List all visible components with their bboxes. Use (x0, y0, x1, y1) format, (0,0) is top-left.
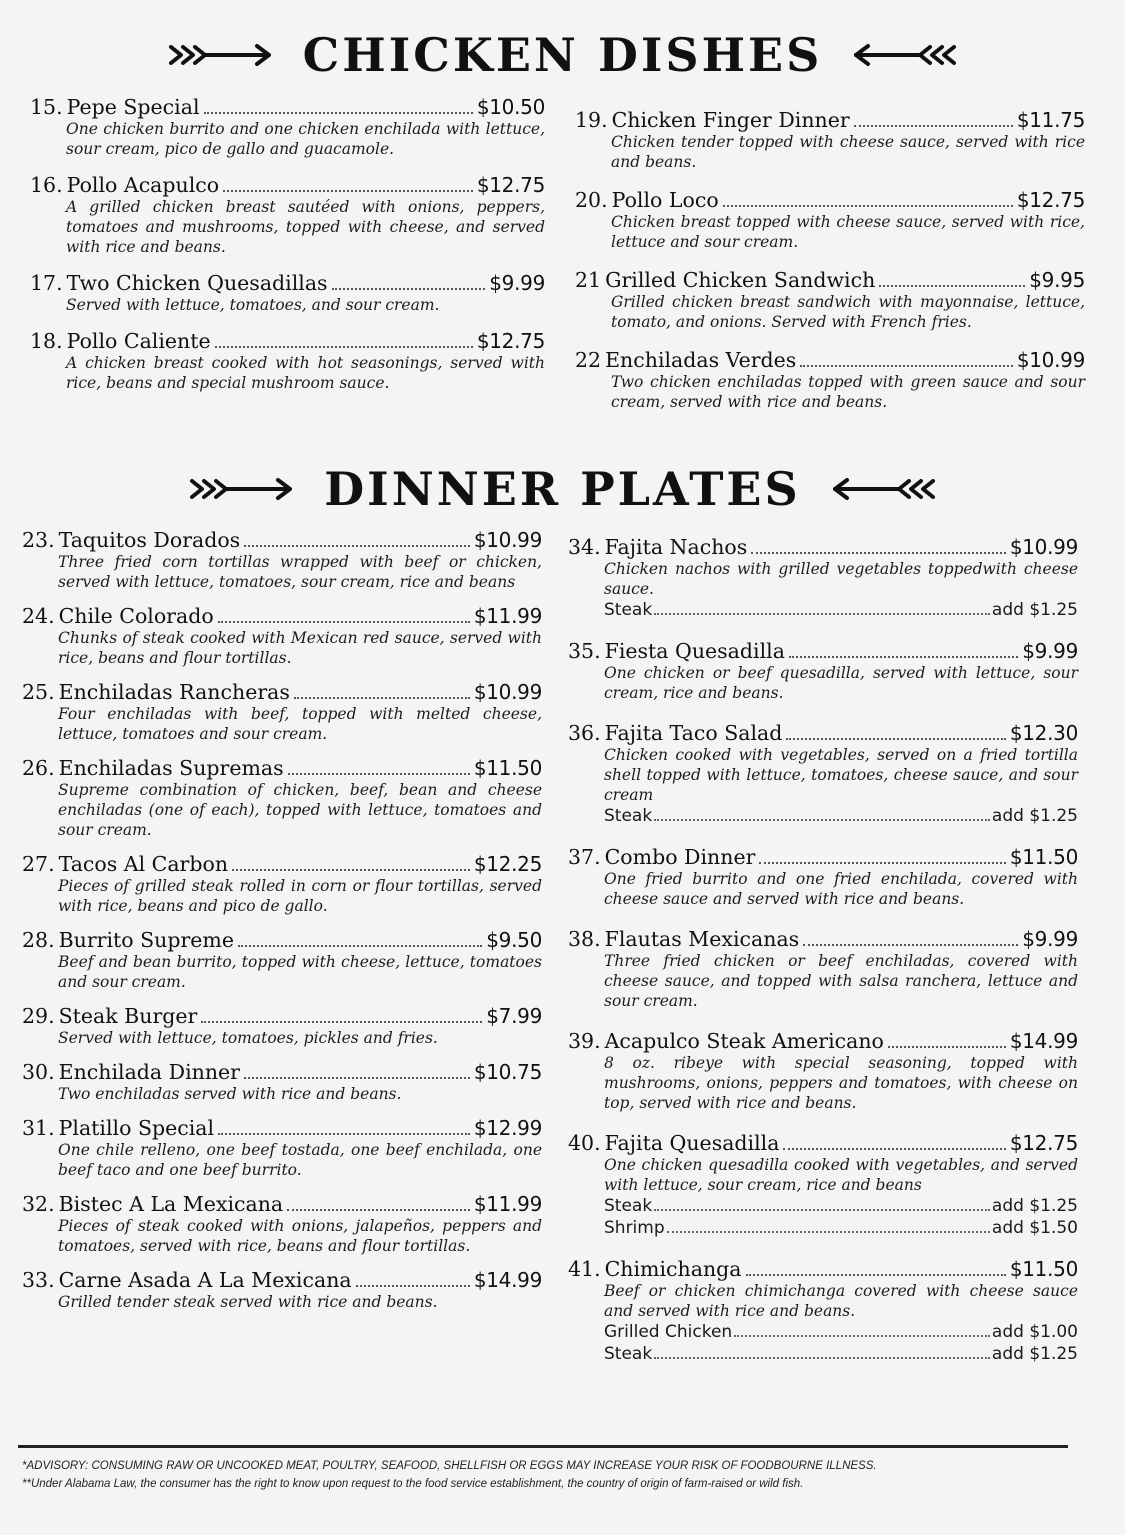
item-description: Grilled chicken breast sandwich with mayonnaise, lettuce, tomato, and onions. Served with French fries. (611, 293, 1085, 331)
item-name: Tacos Al Carbon (58, 852, 229, 876)
dot-leader (244, 1077, 470, 1079)
item-name: Flautas Mexicanas (604, 927, 800, 951)
dot-leader (294, 697, 470, 699)
item-description: A grilled chicken breast sautéed with onions, peppers, tomatoes and mushrooms, topped with cheese, and served with rice and beans. (66, 198, 545, 256)
item-price: $10.99 (1016, 348, 1085, 372)
item-name: Chile Colorado (58, 604, 214, 628)
menu-item-header (568, 639, 1078, 663)
dot-leader (879, 285, 1025, 287)
item-number: 33. (22, 1268, 55, 1292)
item-number: 25. (22, 680, 55, 704)
addon-price: add $1.25 (991, 1344, 1078, 1364)
item-description: A chicken breast cooked with hot seasonings, served with rice, beans and special mushroom sauce. (66, 354, 545, 392)
item-price: $11.75 (1016, 108, 1085, 132)
item-name: Burrito Supreme (58, 928, 235, 952)
item-number: 27. (22, 852, 55, 876)
item-price: $9.99 (1022, 639, 1078, 663)
item-price: $12.99 (473, 1116, 542, 1140)
section-title: CHICKEN DISHES (302, 28, 823, 82)
addon-price: add $1.25 (991, 600, 1078, 620)
menu-item (22, 756, 542, 840)
menu-item (22, 1004, 542, 1048)
dinner-left-column (22, 528, 542, 1324)
item-description: Two enchiladas served with rice and beans. (58, 1085, 402, 1103)
item-description: Chicken nachos with grilled vegetables toppedwith cheese sauce. (604, 560, 1078, 598)
menu-item-header (22, 528, 542, 552)
menu-item (22, 1060, 542, 1104)
dot-leader (723, 205, 1013, 207)
item-name: Grilled Chicken Sandwich (605, 268, 876, 292)
dot-leader (223, 190, 473, 192)
menu-item (568, 1257, 1078, 1365)
item-price: $11.99 (473, 1192, 542, 1216)
item-price: $12.30 (1009, 721, 1078, 745)
item-description: Served with lettuce, tomatoes, and sour cream. (66, 296, 440, 314)
menu-item-header (22, 604, 542, 628)
item-description: Two chicken enchiladas topped with green sauce and sour cream, served with rice and beans. (611, 373, 1085, 411)
item-name: Chicken Finger Dinner (611, 108, 850, 132)
item-name: Enchiladas Supremas (58, 756, 284, 780)
menu-item-header (30, 329, 545, 353)
item-name: Bistec A La Mexicana (58, 1192, 284, 1216)
menu-item (30, 271, 545, 315)
item-description: One chile relleno, one beef tostada, one beef enchilada, one beef taco and one beef burrito. (58, 1141, 542, 1179)
menu-item (568, 639, 1078, 703)
item-price: $14.99 (1009, 1029, 1078, 1053)
item-name: Acapulco Steak Americano (604, 1029, 884, 1053)
item-number: 34. (568, 535, 601, 559)
menu-item (575, 188, 1085, 252)
item-number: 19. (575, 108, 608, 132)
item-number: 28. (22, 928, 55, 952)
menu-item (568, 1131, 1078, 1239)
item-number: 31. (22, 1116, 55, 1140)
menu-item-header (22, 928, 542, 952)
dot-leader (667, 1231, 990, 1233)
item-number: 41. (568, 1257, 601, 1281)
item-number: 35. (568, 639, 601, 663)
item-description: Three fried corn tortillas wrapped with beef or chicken, served with lettuce, tomatoes, sour cream, rice and beans (58, 553, 542, 591)
addon-row (568, 1321, 1078, 1343)
menu-item-header (30, 95, 545, 119)
section-title: DINNER PLATES (324, 462, 801, 516)
item-number: 16. (30, 173, 63, 197)
footer-divider (18, 1445, 1068, 1448)
item-description: Pieces of steak cooked with onions, jalapeños, peppers and tomatoes, served with rice, beans and flour tortillas. (58, 1217, 542, 1255)
item-description: Chicken cooked with vegetables, served on a fried tortilla shell topped with lettuce, tomatoes, cheese sauce, and sour cream (604, 746, 1078, 804)
dot-leader (232, 869, 470, 871)
addon-price: add $1.50 (991, 1218, 1078, 1238)
item-name: Pollo Acapulco (66, 173, 220, 197)
menu-item (30, 95, 545, 159)
item-name: Carne Asada A La Mexicana (58, 1268, 352, 1292)
menu-item (568, 1029, 1078, 1113)
dot-leader (734, 1335, 990, 1337)
menu-item-header (575, 348, 1085, 372)
arrow-left-icon (848, 40, 958, 70)
dot-leader (654, 819, 990, 821)
item-description: One fried burrito and one fried enchilada, covered with cheese sauce and served with rice and beans. (604, 870, 1078, 908)
addon-label: Steak (604, 600, 653, 620)
item-description: One chicken quesadilla cooked with vegetables, and served with lettuce, sour cream, rice and beans (604, 1156, 1078, 1194)
item-description: One chicken or beef quesadilla, served with lettuce, sour cream, rice and beans. (604, 664, 1078, 702)
item-price: $7.99 (486, 1004, 542, 1028)
addon-row (568, 599, 1078, 621)
addon-price: add $1.25 (991, 806, 1078, 826)
menu-item-header (30, 173, 545, 197)
menu-item (22, 528, 542, 592)
item-name: Steak Burger (58, 1004, 198, 1028)
item-number: 15. (30, 95, 63, 119)
dot-leader (332, 288, 486, 290)
item-name: Combo Dinner (604, 845, 756, 869)
dot-leader (786, 738, 1005, 740)
menu-item-header (22, 1004, 542, 1028)
menu-item-header (22, 852, 542, 876)
item-price: $12.75 (476, 329, 545, 353)
item-description: Served with lettuce, tomatoes, pickles and fries. (58, 1029, 438, 1047)
item-price: $12.25 (473, 852, 542, 876)
item-description: Beef or chicken chimichanga covered with cheese sauce and served with rice and beans. (604, 1282, 1078, 1320)
dot-leader (244, 545, 470, 547)
menu-item (22, 1192, 542, 1256)
item-price: $12.75 (1016, 188, 1085, 212)
item-number: 23. (22, 528, 55, 552)
dot-leader (287, 1209, 470, 1211)
item-price: $12.75 (1009, 1131, 1078, 1155)
item-name: Fajita Taco Salad (604, 721, 783, 745)
menu-item-header (22, 1268, 542, 1292)
menu-item-header (568, 845, 1078, 869)
menu-item-header (568, 721, 1078, 745)
item-name: Fajita Nachos (604, 535, 748, 559)
item-name: Two Chicken Quesadillas (66, 271, 328, 295)
item-price: $10.99 (1009, 535, 1078, 559)
item-name: Enchiladas Verdes (605, 348, 797, 372)
arrow-left-icon (827, 474, 937, 504)
item-price: $9.95 (1029, 268, 1085, 292)
menu-item-header (568, 927, 1078, 951)
addon-row (568, 1195, 1078, 1217)
item-name: Taquitos Dorados (58, 528, 241, 552)
item-name: Pollo Caliente (66, 329, 211, 353)
item-price: $9.50 (486, 928, 542, 952)
menu-item (568, 721, 1078, 827)
dot-leader (854, 125, 1013, 127)
addon-price: add $1.25 (991, 1196, 1078, 1216)
item-name: Pepe Special (66, 95, 200, 119)
item-number: 39. (568, 1029, 601, 1053)
item-name: Fajita Quesadilla (604, 1131, 780, 1155)
menu-item (30, 173, 545, 257)
menu-item (22, 1268, 542, 1312)
origin-law-footnote: **Under Alabama Law, the consumer has the right to know upon request to the food service establishment, the country of origin of farm-raised or wild fish. (22, 1478, 804, 1490)
dot-leader (204, 112, 473, 114)
addon-label: Grilled Chicken (604, 1322, 733, 1342)
item-price: $11.50 (473, 756, 542, 780)
item-name: Fiesta Quesadilla (604, 639, 785, 663)
item-description: Chunks of steak cooked with Mexican red sauce, served with rice, beans and flour tortillas. (58, 629, 542, 667)
menu-item (575, 108, 1085, 172)
item-price: $11.50 (1009, 1257, 1078, 1281)
item-name: Enchiladas Rancheras (58, 680, 290, 704)
item-name: Pollo Loco (611, 188, 719, 212)
dot-leader (746, 1274, 1006, 1276)
addon-label: Steak (604, 806, 653, 826)
menu-item-header (575, 188, 1085, 212)
item-number: 29. (22, 1004, 55, 1028)
dot-leader (800, 365, 1013, 367)
item-number: 30. (22, 1060, 55, 1084)
addon-label: Steak (604, 1344, 653, 1364)
chicken-left-column (30, 95, 545, 407)
dinner-right-column (568, 535, 1078, 1383)
dot-leader (759, 862, 1005, 864)
item-price: $14.99 (473, 1268, 542, 1292)
item-number: 37. (568, 845, 601, 869)
menu-item-header (30, 271, 545, 295)
item-price: $9.99 (489, 271, 545, 295)
dot-leader (751, 552, 1006, 554)
item-price: $9.99 (1022, 927, 1078, 951)
addon-row (568, 805, 1078, 827)
item-description: Chicken breast topped with cheese sauce, served with rice, lettuce and sour cream. (611, 213, 1085, 251)
arrow-right-icon (167, 40, 277, 70)
item-number: 20. (575, 188, 608, 212)
dot-leader (654, 1209, 990, 1211)
item-number: 17. (30, 271, 63, 295)
dot-leader (803, 944, 1018, 946)
item-number: 18. (30, 329, 63, 353)
menu-item-header (22, 680, 542, 704)
addon-label: Shrimp (604, 1218, 665, 1238)
menu-item (568, 535, 1078, 621)
item-description: Pieces of grilled steak rolled in corn or flour tortillas, served with rice, beans and pico de gallo. (58, 877, 542, 915)
item-number: 22 (575, 348, 602, 372)
advisory-footnote: *ADVISORY: CONSUMING RAW OR UNCOOKED MEAT, POULTRY, SEAFOOD, SHELLFISH OR EGGS MAY INCREASE YOUR RISK OF FOODBOURNE ILLNESS. (22, 1460, 877, 1472)
item-description: Beef and bean burrito, topped with cheese, lettuce, tomatoes and sour cream. (58, 953, 542, 991)
item-description: Chicken tender topped with cheese sauce, served with rice and beans. (611, 133, 1085, 171)
item-description: One chicken burrito and one chicken enchilada with lettuce, sour cream, pico de gallo and guacamole. (66, 120, 545, 158)
addon-row (568, 1343, 1078, 1365)
menu-item-header (22, 1060, 542, 1084)
menu-item (575, 348, 1085, 412)
item-name: Chimichanga (604, 1257, 742, 1281)
dot-leader (238, 945, 482, 947)
item-description: Three fried chicken or beef enchiladas, covered with cheese sauce, and topped with salsa ranchera, lettuce and sour cream. (604, 952, 1078, 1010)
addon-price: add $1.00 (991, 1322, 1078, 1342)
item-number: 38. (568, 927, 601, 951)
item-description: Supreme combination of chicken, beef, bean and cheese enchiladas (one of each), topped with lettuce, tomatoes and sour cream. (58, 781, 542, 839)
item-number: 32. (22, 1192, 55, 1216)
menu-item (22, 928, 542, 992)
menu-item-header (575, 108, 1085, 132)
dot-leader (215, 346, 473, 348)
dot-leader (789, 656, 1018, 658)
menu-item-header (22, 756, 542, 780)
menu-item-header (568, 1029, 1078, 1053)
section-header-dinner (0, 462, 1125, 516)
dot-leader (201, 1021, 482, 1023)
item-price: $10.50 (476, 95, 545, 119)
menu-item-header (568, 1131, 1078, 1155)
menu-item (568, 845, 1078, 909)
item-description: Four enchiladas with beef, topped with melted cheese, lettuce, tomatoes and sour cream. (58, 705, 542, 743)
menu-item (568, 927, 1078, 1011)
section-header-chicken (0, 28, 1125, 82)
chicken-right-column (575, 108, 1085, 428)
item-price: $11.50 (1009, 845, 1078, 869)
item-number: 24. (22, 604, 55, 628)
menu-item (30, 329, 545, 393)
addon-label: Steak (604, 1196, 653, 1216)
dot-leader (356, 1285, 470, 1287)
dot-leader (888, 1046, 1006, 1048)
dot-leader (783, 1148, 1005, 1150)
item-name: Platillo Special (58, 1116, 215, 1140)
item-description: Grilled tender steak served with rice and beans. (58, 1293, 438, 1311)
dot-leader (654, 613, 990, 615)
item-price: $10.99 (473, 528, 542, 552)
menu-item-header (22, 1192, 542, 1216)
menu-item-header (22, 1116, 542, 1140)
item-price: $12.75 (476, 173, 545, 197)
item-number: 40. (568, 1131, 601, 1155)
dot-leader (654, 1357, 990, 1359)
item-price: $11.99 (473, 604, 542, 628)
menu-item-header (568, 1257, 1078, 1281)
dot-leader (288, 773, 470, 775)
arrow-right-icon (188, 474, 298, 504)
item-description: 8 oz. ribeye with special seasoning, topped with mushrooms, onions, peppers and tomatoes, with cheese on top, served with rice and beans. (604, 1054, 1078, 1112)
menu-item (575, 268, 1085, 332)
item-number: 21 (575, 268, 602, 292)
menu-item (22, 852, 542, 916)
dot-leader (218, 621, 470, 623)
item-price: $10.99 (473, 680, 542, 704)
menu-item (22, 1116, 542, 1180)
menu-item-header (575, 268, 1085, 292)
addon-row (568, 1217, 1078, 1239)
item-number: 26. (22, 756, 55, 780)
item-price: $10.75 (473, 1060, 542, 1084)
menu-item-header (568, 535, 1078, 559)
menu-item (22, 680, 542, 744)
item-name: Enchilada Dinner (58, 1060, 240, 1084)
menu-item (22, 604, 542, 668)
dot-leader (218, 1133, 470, 1135)
item-number: 36. (568, 721, 601, 745)
